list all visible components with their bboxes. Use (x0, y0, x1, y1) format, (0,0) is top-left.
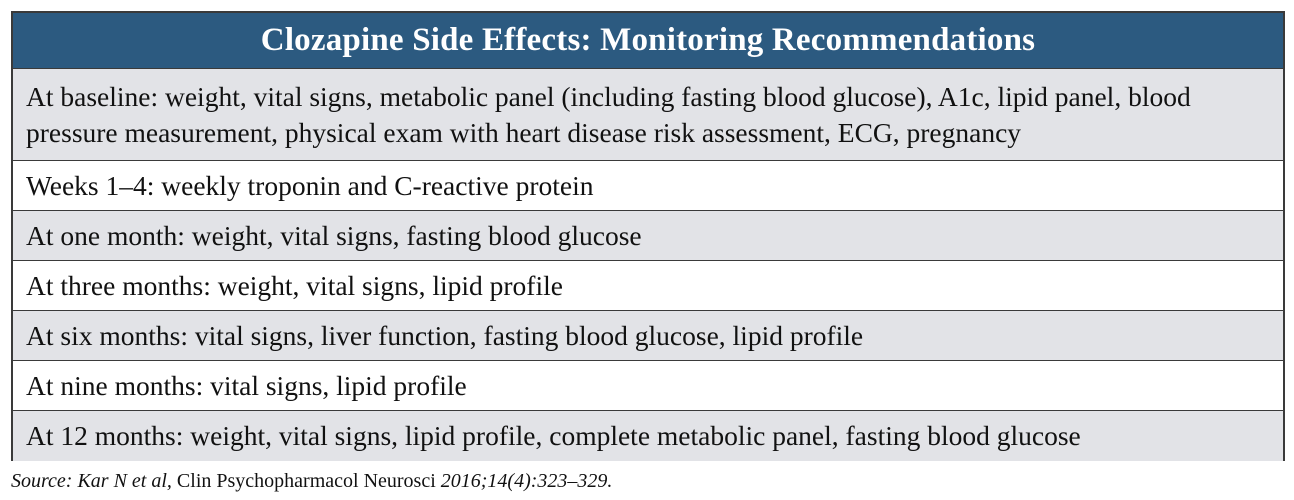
table-row-one-month: At one month: weight, vital signs, fasting blood glucose (13, 211, 1283, 261)
source-journal: Clin Psychopharmacol Neurosci (176, 470, 436, 492)
table-title: Clozapine Side Effects: Monitoring Recommendations (13, 13, 1283, 69)
source-citation (11, 470, 612, 493)
table-row-six-months: At six months: vital signs, liver function, fasting blood glucose, lipid profile (13, 311, 1283, 361)
table-row-weeks-1-4: Weeks 1–4: weekly troponin and C-reactive protein (13, 161, 1283, 211)
table-row-nine-months: At nine months: vital signs, lipid profile (13, 361, 1283, 411)
table-row-three-months: At three months: weight, vital signs, lipid profile (13, 261, 1283, 311)
table-row-baseline: At baseline: weight, vital signs, metabolic panel (including fasting blood glucose), A1c, lipid panel, blood pressure measurement, physical exam with heart disease risk assessment, ECG, pregnancy (13, 69, 1283, 161)
table-row-12-months: At 12 months: weight, vital signs, lipid profile, complete metabolic panel, fasting blood glucose (13, 411, 1283, 461)
source-reference: 2016;14(4):323–329. (440, 470, 613, 492)
source-prefix: Source: Kar N et al, (11, 470, 172, 492)
monitoring-table (11, 11, 1285, 461)
